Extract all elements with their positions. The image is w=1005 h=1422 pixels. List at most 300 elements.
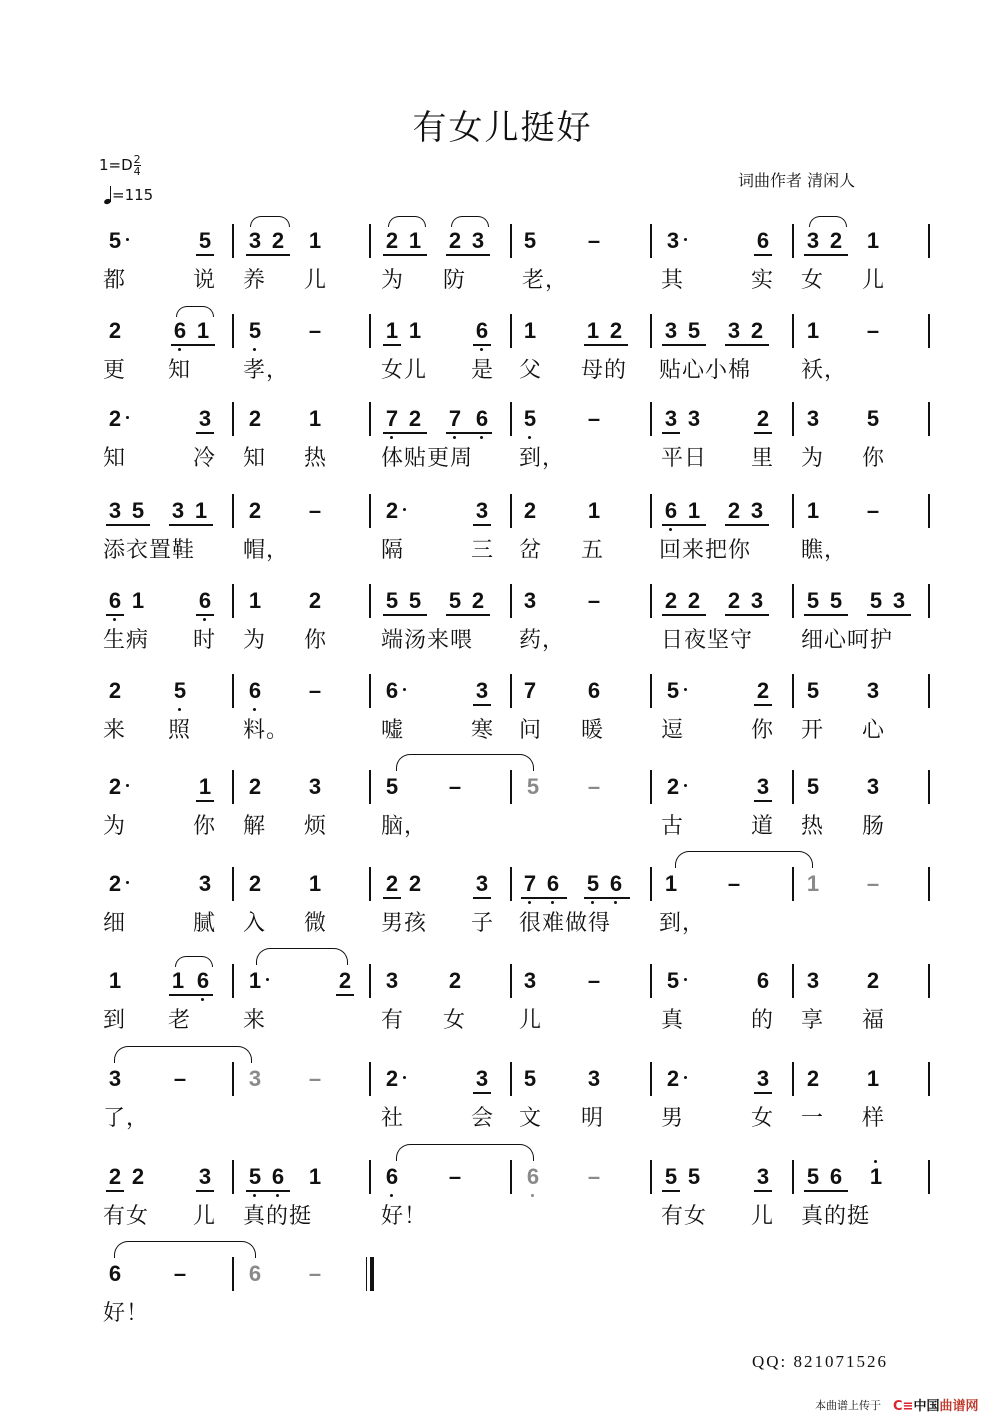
- score-row: [0, 222, 1005, 312]
- score-row: [0, 1255, 1005, 1345]
- lyric: 知: [243, 446, 267, 471]
- low-octave-dot-icon: [390, 436, 393, 439]
- sustain-dash: [586, 970, 602, 992]
- note-digit: 1: [308, 1164, 322, 1189]
- lyric: 会: [471, 1106, 495, 1131]
- note: [407, 590, 423, 612]
- note-digit: 1: [131, 588, 145, 613]
- note: [197, 590, 213, 612]
- note-digit: 6: [108, 588, 122, 613]
- beam-underline: [383, 344, 401, 346]
- lyric: 样: [862, 1106, 886, 1131]
- lyric: 真的挺: [243, 1204, 313, 1229]
- bar-line: [232, 402, 234, 436]
- note-digit: 5: [687, 318, 701, 343]
- beam-underline: [725, 524, 769, 526]
- note-digit: 7: [523, 678, 537, 703]
- note-digit: 2: [385, 228, 399, 253]
- note: [865, 408, 881, 430]
- tempo-value: =115: [112, 186, 154, 204]
- augmentation-dot-icon: [126, 238, 129, 241]
- note-digit: 1: [806, 498, 820, 523]
- beam-underline: [662, 1190, 680, 1192]
- sustain-dash: [307, 320, 323, 342]
- note-digit: 2: [308, 588, 322, 613]
- bar-line: [650, 224, 652, 258]
- beam-underline: [754, 254, 772, 256]
- final-bar-thick: [370, 1257, 374, 1291]
- note: [755, 230, 771, 252]
- note: [407, 320, 423, 342]
- note-digit: 6: [108, 1261, 122, 1286]
- bar-line: [510, 867, 512, 901]
- sustain-dash: [726, 873, 742, 895]
- bar-line: [792, 770, 794, 804]
- augmentation-dot-icon: [403, 688, 406, 691]
- note-digit: 2: [248, 406, 262, 431]
- note-digit: 6: [756, 968, 770, 993]
- note: [197, 873, 213, 895]
- beam-underline: [169, 524, 213, 526]
- note-digit: 2: [108, 871, 122, 896]
- slur-tie: [396, 1144, 534, 1161]
- note: [726, 500, 742, 522]
- lyric: 暖: [581, 718, 605, 743]
- note: [805, 590, 821, 612]
- beam-underline: [246, 1190, 290, 1192]
- slur-tie: [114, 1241, 256, 1258]
- note-digit: 3: [756, 1066, 770, 1091]
- lyric: 肠: [862, 814, 886, 839]
- lyric: 养: [243, 268, 267, 293]
- beam-underline: [754, 704, 772, 706]
- note-digit: 1: [408, 228, 422, 253]
- upload-notice: 本曲谱上传于: [815, 1399, 881, 1412]
- lyric: 三: [471, 538, 495, 563]
- note: [805, 408, 821, 430]
- note-digit: 6: [385, 678, 399, 703]
- note-digit: 2: [108, 406, 122, 431]
- beam-underline: [171, 344, 215, 346]
- note: [585, 873, 601, 895]
- lyric: 享: [801, 1008, 825, 1033]
- note: [307, 230, 323, 252]
- lyric: 解: [243, 814, 267, 839]
- note: [107, 230, 123, 252]
- note: [384, 1068, 400, 1090]
- note: [247, 970, 263, 992]
- note-digit: 5: [806, 774, 820, 799]
- lyric: 入: [243, 911, 267, 936]
- bar-line: [369, 314, 371, 348]
- sustain-dash: [865, 500, 881, 522]
- note-digit: 5: [173, 678, 187, 703]
- bar-line: [369, 770, 371, 804]
- lyric: 说: [193, 268, 217, 293]
- bar-line: [928, 584, 930, 618]
- note-digit: 5: [526, 774, 540, 799]
- note: [384, 1166, 400, 1188]
- score-row: [0, 1060, 1005, 1150]
- lyric: 你: [862, 446, 886, 471]
- beam-underline: [662, 432, 680, 434]
- beam-underline: [867, 614, 911, 616]
- sustain-dash: [307, 1068, 323, 1090]
- note: [663, 500, 679, 522]
- lyric: 腻: [193, 911, 217, 936]
- note: [384, 320, 400, 342]
- lyric: 女儿: [381, 358, 428, 383]
- site-logo[interactable]: [893, 1395, 978, 1414]
- lyric: 了，: [103, 1106, 150, 1131]
- note-digit: 6: [196, 968, 210, 993]
- note: [805, 230, 821, 252]
- note: [686, 1166, 702, 1188]
- note: [384, 590, 400, 612]
- lyric: 热: [304, 446, 328, 471]
- low-octave-dot-icon: [669, 528, 672, 531]
- note-digit: 2: [448, 228, 462, 253]
- note-digit: 5: [869, 588, 883, 613]
- note: [337, 970, 353, 992]
- note-digit: 6: [756, 228, 770, 253]
- lyric: 心: [862, 718, 886, 743]
- lyric: 帽，: [243, 538, 290, 563]
- note-digit: 1: [523, 318, 537, 343]
- bar-line: [792, 1062, 794, 1096]
- lyric: 古: [661, 814, 685, 839]
- lyric: 好！: [103, 1301, 150, 1326]
- bar-line: [369, 584, 371, 618]
- qq-contact: QQ: 821071526: [752, 1352, 889, 1371]
- beam-underline: [106, 524, 150, 526]
- lyric: 时: [193, 628, 217, 653]
- lyric: 岔: [519, 538, 543, 563]
- note: [865, 1068, 881, 1090]
- beam-underline: [754, 1190, 772, 1192]
- lyric: 儿: [304, 268, 328, 293]
- time-sig-denominator: 4: [133, 165, 141, 178]
- note-digit: –: [173, 1261, 187, 1286]
- note: [522, 590, 538, 612]
- lyric: 其: [661, 268, 685, 293]
- note-digit: 1: [308, 871, 322, 896]
- note-digit: 2: [408, 871, 422, 896]
- note: [470, 230, 486, 252]
- note: [755, 408, 771, 430]
- note: [522, 873, 538, 895]
- lyric: 子: [471, 911, 495, 936]
- low-octave-dot-icon: [531, 1194, 534, 1197]
- bar-line: [369, 1160, 371, 1194]
- note: [755, 970, 771, 992]
- note: [805, 776, 821, 798]
- note: [663, 408, 679, 430]
- note: [195, 970, 211, 992]
- note: [247, 1166, 263, 1188]
- note: [130, 1166, 146, 1188]
- score-row: [0, 312, 1005, 402]
- bar-line: [369, 1062, 371, 1096]
- note-digit: 5: [408, 588, 422, 613]
- note: [891, 590, 907, 612]
- note: [247, 680, 263, 702]
- note-digit: 6: [475, 318, 489, 343]
- lyric: 真: [661, 1008, 685, 1033]
- note-digit: 5: [523, 1066, 537, 1091]
- final-bar-thin: [366, 1257, 367, 1291]
- note: [474, 1068, 490, 1090]
- lyric: 有女: [103, 1204, 150, 1229]
- slur-tie: [675, 851, 813, 868]
- note: [384, 500, 400, 522]
- note-digit: 3: [198, 406, 212, 431]
- lyric: 明: [581, 1106, 605, 1131]
- note: [749, 590, 765, 612]
- lyric: 女: [801, 268, 825, 293]
- author-credit: 词曲作者 清闲人: [738, 171, 856, 190]
- low-octave-dot-icon: [253, 708, 256, 711]
- note-digit: 3: [664, 318, 678, 343]
- note: [522, 970, 538, 992]
- low-octave-dot-icon: [480, 436, 483, 439]
- note: [384, 680, 400, 702]
- time-sig-numerator: 2: [133, 153, 141, 166]
- note: [805, 500, 821, 522]
- augmentation-dot-icon: [403, 1076, 406, 1079]
- logo-text-a: 中国: [913, 1399, 940, 1414]
- bar-line: [510, 314, 512, 348]
- note: [805, 320, 821, 342]
- lyric: 儿: [862, 268, 886, 293]
- lyric: 到，: [659, 911, 706, 936]
- lyric: 端汤来喂: [381, 628, 474, 653]
- note-digit: 3: [756, 774, 770, 799]
- tempo-marking: [104, 186, 153, 204]
- bar-line: [928, 1062, 930, 1096]
- beam-underline: [473, 344, 491, 346]
- note-digit: 5: [806, 1164, 820, 1189]
- sustain-dash: [172, 1068, 188, 1090]
- lyric: 好！: [381, 1204, 428, 1229]
- note-digit: 2: [727, 588, 741, 613]
- beam-underline: [662, 344, 706, 346]
- note: [247, 320, 263, 342]
- note: [107, 500, 123, 522]
- note-digit: 3: [806, 406, 820, 431]
- slur-tie: [250, 216, 290, 227]
- high-octave-dot-icon: [874, 1160, 877, 1163]
- score-row: [0, 962, 1005, 1052]
- note: [270, 1166, 286, 1188]
- bar-line: [792, 964, 794, 998]
- lyric: 生病: [103, 628, 150, 653]
- note-digit: 2: [866, 968, 880, 993]
- lyric: 寒: [471, 718, 495, 743]
- note: [665, 230, 681, 252]
- note: [525, 1166, 541, 1188]
- bar-line: [232, 770, 234, 804]
- note-digit: 3: [108, 498, 122, 523]
- bar-line: [650, 314, 652, 348]
- note-digit: 3: [727, 318, 741, 343]
- augmentation-dot-icon: [684, 238, 687, 241]
- lyric: 回来把你: [659, 538, 752, 563]
- note: [608, 320, 624, 342]
- note-digit: 5: [523, 228, 537, 253]
- sustain-dash: [586, 230, 602, 252]
- sustain-dash: [307, 680, 323, 702]
- note-digit: –: [173, 1066, 187, 1091]
- note-digit: 2: [108, 1164, 122, 1189]
- note: [130, 500, 146, 522]
- note: [270, 230, 286, 252]
- bar-line: [928, 770, 930, 804]
- logo-text-b: 曲谱网: [939, 1399, 979, 1414]
- song-title: 有女儿挺好: [412, 108, 593, 148]
- note-digit: 3: [248, 228, 262, 253]
- note-digit: 3: [750, 498, 764, 523]
- lyric: 开: [801, 718, 825, 743]
- low-octave-dot-icon: [551, 901, 554, 904]
- lyric: 男: [661, 1106, 685, 1131]
- beam-underline: [196, 432, 214, 434]
- bar-line: [650, 402, 652, 436]
- lyric: 脑，: [381, 814, 428, 839]
- note: [384, 873, 400, 895]
- note-digit: –: [308, 498, 322, 523]
- beam-underline: [446, 254, 490, 256]
- beam-underline: [804, 254, 848, 256]
- note: [197, 1166, 213, 1188]
- note: [608, 873, 624, 895]
- lyric: 来: [243, 1008, 267, 1033]
- note: [247, 1068, 263, 1090]
- bar-line: [232, 494, 234, 528]
- note-digit: 2: [385, 1066, 399, 1091]
- beam-underline: [725, 344, 769, 346]
- note-digit: 2: [108, 774, 122, 799]
- note-digit: 1: [587, 498, 601, 523]
- note-digit: 2: [806, 1066, 820, 1091]
- beam-underline: [804, 614, 848, 616]
- note-digit: 3: [475, 678, 489, 703]
- lyric: 一: [801, 1106, 825, 1131]
- note: [247, 500, 263, 522]
- lyric: 问: [519, 718, 543, 743]
- low-octave-dot-icon: [528, 901, 531, 904]
- note-digit: 1: [308, 406, 322, 431]
- note: [522, 408, 538, 430]
- note: [384, 230, 400, 252]
- lyric: 嘘: [381, 718, 405, 743]
- bar-line: [650, 770, 652, 804]
- note-digit: 2: [756, 406, 770, 431]
- low-octave-dot-icon: [276, 1194, 279, 1197]
- note: [474, 500, 490, 522]
- note-digit: –: [308, 1066, 322, 1091]
- note-digit: –: [866, 871, 880, 896]
- bar-line: [232, 584, 234, 618]
- note-digit: 5: [806, 588, 820, 613]
- low-octave-dot-icon: [201, 998, 204, 1001]
- note-digit: 2: [108, 318, 122, 343]
- note: [522, 320, 538, 342]
- note-digit: 2: [687, 588, 701, 613]
- note: [170, 500, 186, 522]
- note-digit: 7: [523, 871, 537, 896]
- note: [755, 1166, 771, 1188]
- lyric: 为: [243, 628, 267, 653]
- note-digit: 3: [523, 968, 537, 993]
- note-digit: 2: [108, 678, 122, 703]
- lyric: 细: [103, 911, 127, 936]
- beam-underline: [383, 254, 427, 256]
- beam-underline: [196, 1190, 214, 1192]
- note-digit: 3: [587, 1066, 601, 1091]
- note-digit: 1: [408, 318, 422, 343]
- note: [525, 776, 541, 798]
- beam-underline: [383, 897, 401, 899]
- note-digit: 1: [194, 498, 208, 523]
- note: [474, 680, 490, 702]
- augmentation-dot-icon: [684, 978, 687, 981]
- note-digit: 2: [829, 228, 843, 253]
- bar-line: [510, 1160, 512, 1194]
- note: [107, 408, 123, 430]
- note: [197, 230, 213, 252]
- lyric: 知: [168, 358, 192, 383]
- note-digit: 6: [587, 678, 601, 703]
- note: [247, 408, 263, 430]
- note: [805, 873, 821, 895]
- note: [107, 970, 123, 992]
- lyric: 儿: [519, 1008, 543, 1033]
- note-digit: –: [587, 968, 601, 993]
- note-digit: 3: [866, 678, 880, 703]
- note: [172, 320, 188, 342]
- note-digit: 5: [131, 498, 145, 523]
- beam-underline: [473, 704, 491, 706]
- note: [686, 408, 702, 430]
- lyric: 儿: [751, 1204, 775, 1229]
- bar-line: [510, 1062, 512, 1096]
- bar-line: [650, 584, 652, 618]
- time-signature: [134, 154, 141, 177]
- note: [474, 320, 490, 342]
- lyric: 文: [519, 1106, 543, 1131]
- note: [107, 873, 123, 895]
- lyric: 到: [103, 1008, 127, 1033]
- lyric: 有: [381, 1008, 405, 1033]
- note-digit: –: [448, 774, 462, 799]
- beam-underline: [473, 1092, 491, 1094]
- note: [522, 1068, 538, 1090]
- note-digit: 2: [756, 678, 770, 703]
- note: [107, 320, 123, 342]
- note: [107, 1263, 123, 1285]
- note: [247, 873, 263, 895]
- note-digit: 3: [385, 968, 399, 993]
- note: [726, 320, 742, 342]
- note-digit: 5: [385, 774, 399, 799]
- note: [307, 1166, 323, 1188]
- note-digit: 1: [248, 968, 262, 993]
- note: [474, 873, 490, 895]
- bar-line: [650, 964, 652, 998]
- note-digit: 5: [806, 678, 820, 703]
- note: [384, 970, 400, 992]
